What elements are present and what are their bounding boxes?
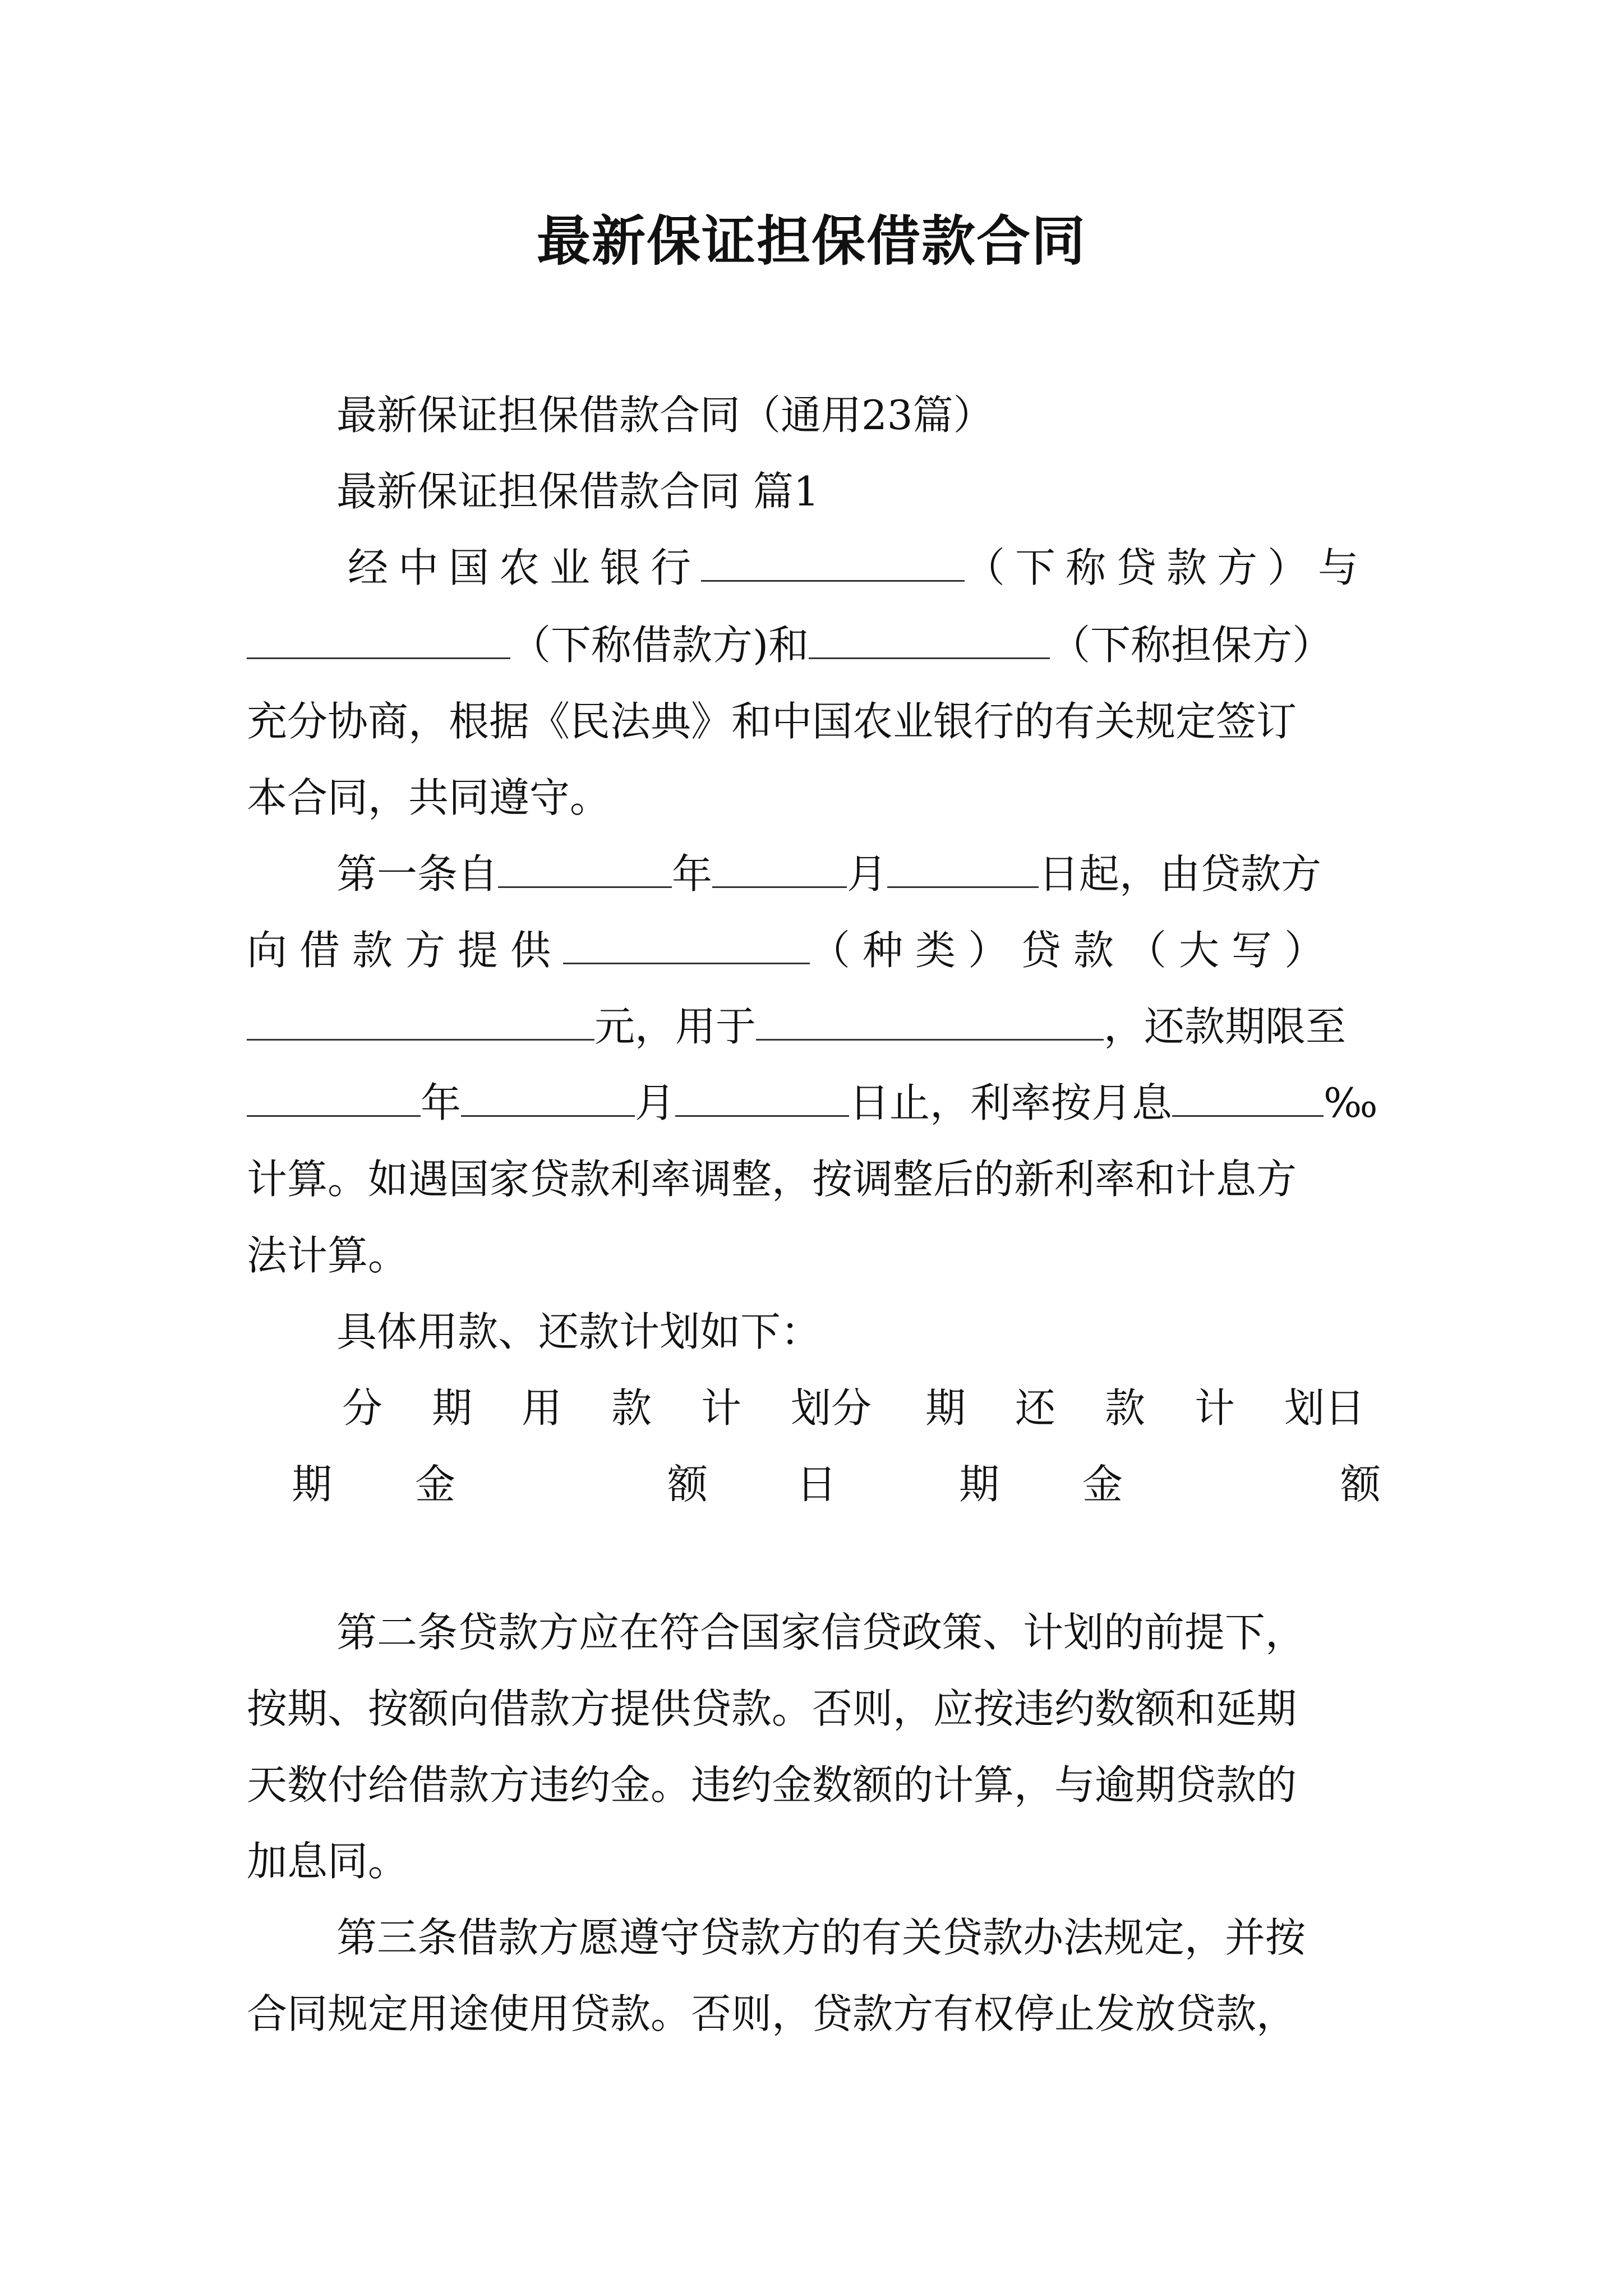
lender-blank xyxy=(701,541,965,582)
article2-line-2: 按期、按额向借款方提供贷款。否则，应按违约数额和延期 xyxy=(247,1685,1297,1732)
end-month-blank xyxy=(461,1076,635,1117)
intro-line-3: 充分协商，根据《民法典》和中国农业银行的有关规定签订 xyxy=(247,698,1297,745)
article2-line-4: 加息同。 xyxy=(247,1838,409,1885)
intro-line-2: （下称借款方)和 （下称担保方） xyxy=(247,617,1332,673)
guarantor-blank xyxy=(809,618,1050,659)
section-heading: 最新保证担保借款合同 篇1 xyxy=(336,468,819,515)
page-title: 最新保证担保借款合同 xyxy=(537,209,1086,273)
loan-type-blank xyxy=(563,923,810,964)
plan-intro: 具体用款、还款计划如下： xyxy=(336,1308,822,1355)
article2-line-3: 天数付给借款方违约金。违约金数额的计算，与逾期贷款的 xyxy=(247,1761,1297,1809)
article1-line-6: 法计算。 xyxy=(247,1232,409,1279)
start-day-blank xyxy=(887,847,1039,888)
intro-line-1: 经中国农业银行 （下称贷款方）与 xyxy=(348,540,1374,596)
interest-rate-blank xyxy=(1172,1076,1324,1117)
article2-line-1: 第二条贷款方应在符合国家信贷政策、计划的前提下， xyxy=(336,1609,1306,1656)
intro-line-4: 本合同，共同遵守。 xyxy=(247,774,611,821)
article3-line-1: 第三条借款方愿遵守贷款方的有关贷款办法规定，并按 xyxy=(336,1914,1306,1961)
article1-line-1: 第一条自 年 月 日起，由贷款方 xyxy=(336,846,1321,902)
purpose-blank xyxy=(756,1000,1104,1041)
document-page: 最新保证担保借款合同 最新保证担保借款合同（通用23篇） 最新保证担保借款合同 篇1 经中国农业银行 （下称贷款方）与 （下称借款方)和 （下称担保方） 充分协商，根据《民法典》和中国农业银行的有关规定签订 本合同，共同遵守。 第一条自 年 月 日起，由贷款方 向借款方提供 （种类）贷款（大写） 元，用于 ，还款期限至 年 月 日止，利率按月息 ‰ 计算。如遇国家贷款利率调整，按调整后的新利率和计息方 法计算。 具体用款、还款计划如下： 分 期 用 款 计 划分 期 还 款 计 划日 期 金 额 日 期 金 额 第二条贷款方应在符合国家信贷政策、计划的前提下， 按期、按额向借款方提供贷款。否则，应按违约数额和延期 天数付给借款方违约金。违约金数额的计算，与逾期贷款的 加息同。 第三条借款方愿遵守贷款方的有关贷款办法规定，并按 合同规定用途使用贷款。否则，贷款方有权停止发放贷款， xyxy=(0,0,1623,2296)
subtitle: 最新保证担保借款合同（通用23篇） xyxy=(336,392,994,439)
start-month-blank xyxy=(712,847,847,888)
article1-line-5: 计算。如遇国家贷款利率调整，按调整后的新利率和计息方 xyxy=(247,1156,1297,1203)
end-day-blank xyxy=(675,1076,849,1117)
article1-line-2: 向借款方提供 （种类）贷款（大写） xyxy=(247,922,1337,978)
borrower-blank xyxy=(247,618,510,659)
amount-blank xyxy=(247,1000,594,1041)
article3-line-2: 合同规定用途使用贷款。否则，贷款方有权停止发放贷款， xyxy=(247,1990,1297,2037)
start-year-blank xyxy=(498,847,672,888)
end-year-blank xyxy=(247,1076,421,1117)
article1-line-4: 年 月 日止，利率按月息 ‰ xyxy=(247,1075,1378,1131)
article1-line-3: 元，用于 ，还款期限至 xyxy=(247,999,1346,1055)
